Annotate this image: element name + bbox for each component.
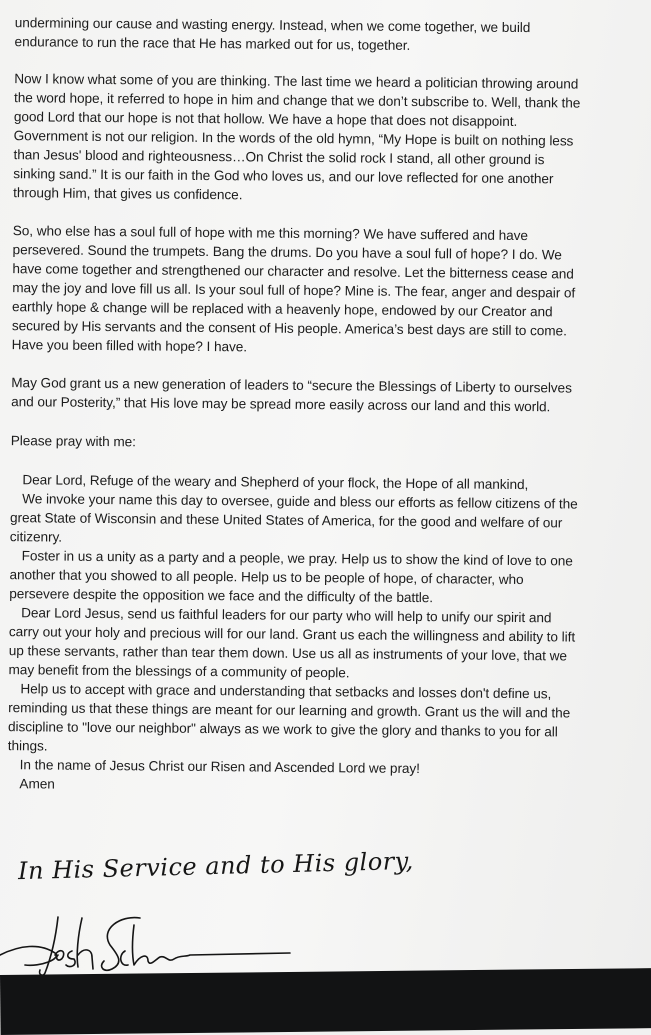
prayer-line: may benefit from the blessings of a community of people. bbox=[8, 662, 350, 681]
text-line: persevered. Sound the trumpets. Bang the drums. Do you have a soul full of hope? I do. We bbox=[12, 242, 562, 263]
prayer-line: citizenry. bbox=[9, 529, 63, 545]
text-line: through Him, that gives us confidence. bbox=[13, 185, 243, 203]
prayer-line: reminding us that these things are meant for our learning and growth. Grant us the will and the bbox=[8, 700, 571, 721]
prayer-line: another that you showed to all people. Help us to be people of hope, of character, who bbox=[9, 567, 524, 588]
prayer-line: things. bbox=[7, 738, 48, 754]
text-line: May God grant us a new generation of leaders to “secure the Blessings of Liberty to ourselves bbox=[11, 375, 572, 396]
text-line: sinking sand.” It is our faith in the God who loves us, and our love reflected for one another bbox=[13, 166, 554, 187]
prayer-line: discipline to "love our neighbor" always as we work to give the glory and thanks to you for all bbox=[7, 719, 558, 740]
prayer-line: Foster in us a unity as a party and a people, we pray. Help us to show the kind of love to one bbox=[21, 548, 573, 569]
prayer-line: Dear Lord Jesus, send us faithful leaders for our party who will help to unify our spirit and bbox=[21, 605, 552, 626]
text-line: the word hope, it referred to hope in him and change that we don’t subscribe to. Well, thank the bbox=[13, 90, 581, 111]
prayer-line: persevere despite the opposition we face and the difficulty of the battle. bbox=[9, 586, 434, 606]
text-line: than Jesus' blood and righteousness…On Christ the solid rock I stand, all other ground is bbox=[13, 147, 545, 168]
prayer-line: Help us to accept with grace and understanding that setbacks and losses don't define us, bbox=[20, 681, 552, 702]
text-line: So, who else has a soul full of hope with me this morning? We have suffered and have bbox=[12, 223, 529, 244]
prayer-line: great State of Wisconsin and these United States of America, for the good and welfare of our bbox=[9, 510, 563, 531]
text-line: Government is not our religion. In the words of the old hymn, “My Hope is built on nothing less bbox=[13, 128, 574, 149]
prayer-line: up these servants, rather than tear them down. Use us all as instruments of your love, that we bbox=[8, 643, 568, 664]
text-line: have come together and strengthened our character and resolve. Let the bitterness cease and bbox=[12, 261, 574, 282]
text-line: good Lord that our hope is not that hollow. We have a hope that does not disappoint. bbox=[13, 109, 518, 129]
prayer-line: In the name of Jesus Christ our Risen and Ascended Lord we pray! bbox=[19, 757, 421, 777]
prayer-line: carry out your holy and precious will for our land. Grant us each the willingness and ability to lift bbox=[8, 624, 576, 645]
text-line: may the joy and love fill us all. Is your soul full of hope? Mine is. The fear, anger and despair of bbox=[12, 280, 576, 301]
handwritten-signature bbox=[0, 915, 400, 985]
prayer-line: We invoke your name this day to oversee, guide and bless our efforts as fellow citizens of the bbox=[22, 491, 578, 512]
prayer-line: Dear Lord, Refuge of the weary and Shepherd of your flock, the Hope of all mankind, bbox=[22, 472, 529, 493]
text-line: earthly hope & change will be replaced with a heavenly hope, endowed by our Creator and bbox=[11, 299, 553, 320]
text-line: secured by His servants and the consent of His people. America’s best days are still to come. bbox=[11, 318, 567, 339]
text-line: and our Posterity,” that His love may be spread more easily across our land and this world. bbox=[11, 394, 551, 415]
prayer-line: Amen bbox=[19, 776, 55, 792]
text-line: endurance to run the race that He has marked out for us, together. bbox=[14, 34, 411, 53]
text-line: undermining our cause and wasting energy. Instead, when we come together, we build bbox=[14, 15, 531, 36]
text-line: Have you been filled with hope? I have. bbox=[11, 337, 248, 355]
text-line: Now I know what some of you are thinking. The last time we heard a politician throwing around bbox=[14, 71, 579, 92]
handwritten-closing: In His Service and to His glory, bbox=[17, 846, 415, 886]
text-line: Please pray with me: bbox=[10, 433, 137, 450]
